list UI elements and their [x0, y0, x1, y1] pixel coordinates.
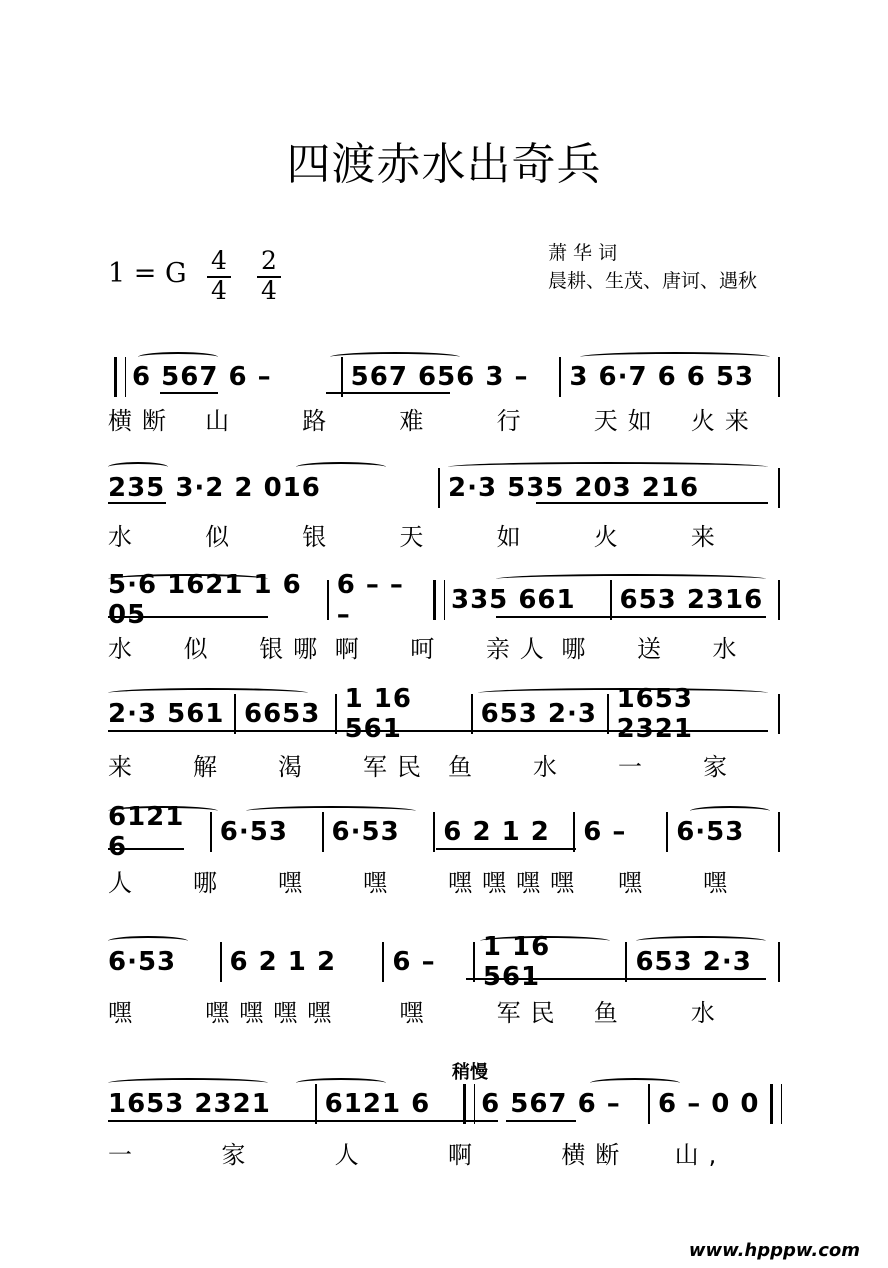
song-title: 四渡赤水出奇兵: [286, 139, 602, 190]
barline: [438, 468, 440, 508]
lyric-line-5: [108, 864, 788, 896]
composer-credit: 晨耕、生茂、唐诃、遇秋: [548, 270, 758, 292]
measure: 6 – – –: [336, 570, 404, 630]
measure: 6121 6: [324, 1089, 431, 1119]
beam-underline: [160, 392, 218, 394]
lyric-syllable: 人: [334, 1140, 369, 1169]
barline: [610, 580, 612, 620]
barline: [559, 357, 561, 397]
beam-underline: [506, 1120, 576, 1122]
time-signature-4-4: [204, 246, 234, 306]
score-system-5: [108, 802, 788, 862]
slur-mark: [580, 352, 770, 362]
slur-mark: [108, 806, 218, 816]
slur-mark: [108, 688, 308, 698]
measure: 6 – 0 0: [658, 1089, 760, 1119]
measure: 235 3·2 2 016: [108, 473, 321, 503]
measure: 6653: [244, 699, 321, 729]
lyric-syllable: 行: [496, 406, 531, 435]
slur-mark: [108, 1078, 268, 1088]
barline: [666, 812, 668, 852]
measure: 653 2·3: [635, 947, 752, 977]
measure: 653 2·3: [480, 699, 597, 729]
slur-mark: [330, 352, 460, 362]
lyric-syllable: 横断: [561, 1140, 630, 1169]
key-signature: 1 = G: [108, 258, 187, 289]
lyric-syllable: 嘿: [703, 868, 737, 897]
lyric-syllable: 天: [399, 522, 434, 551]
slur-mark: [480, 936, 610, 946]
slur-mark: [108, 574, 268, 584]
measure: 2·3 561: [108, 699, 225, 729]
barline: [778, 694, 780, 734]
lyric-syllable: 天如: [593, 406, 662, 435]
lyric-syllable: 银哪: [259, 634, 328, 663]
barline: [778, 357, 780, 397]
slur-mark: [496, 574, 766, 584]
time-signature-top: 2: [261, 246, 277, 275]
measure: 653 2316: [619, 585, 764, 615]
lyric-syllable: 人: [108, 868, 142, 897]
lyric-syllable: 如: [496, 522, 531, 551]
measure: 6·53: [676, 817, 745, 847]
barline: [778, 812, 780, 852]
beam-underline: [108, 730, 768, 732]
lyric-syllable: 水: [712, 634, 747, 663]
lyric-syllable: 嘿: [278, 868, 312, 897]
slur-mark: [590, 1078, 680, 1088]
barline: [778, 468, 780, 508]
lyric-syllable: 山: [205, 406, 240, 435]
barline: [327, 580, 329, 620]
measure: 335 661: [451, 585, 576, 615]
measure: 1 16 561: [344, 684, 412, 744]
barline: [341, 357, 343, 397]
tempo-mark: 稍慢: [452, 1062, 488, 1083]
lyric-syllable: 银: [302, 522, 337, 551]
lyric-line-6: [108, 994, 788, 1026]
barline: [573, 812, 575, 852]
lyric-syllable: 送: [636, 634, 671, 663]
beam-underline: [436, 848, 576, 850]
lyric-syllable: 来: [690, 522, 725, 551]
slur-mark: [690, 806, 770, 816]
time-signature-top: 4: [211, 246, 227, 275]
beam-underline: [326, 392, 450, 394]
score-system-6: [108, 932, 788, 992]
lyric-syllable: 哪: [193, 868, 227, 897]
measure: 567 656 3 –: [350, 362, 529, 392]
barline: [220, 942, 222, 982]
score-system-3: [108, 570, 788, 630]
lyric-syllable: 一: [618, 752, 652, 781]
measure: 6 –: [392, 947, 436, 977]
lyric-syllable: 军民: [496, 998, 565, 1027]
lyric-syllable: 难: [399, 406, 434, 435]
measure: 1653 2321: [108, 1089, 271, 1119]
measure: 6 –: [583, 817, 627, 847]
lyric-syllable: 水: [690, 998, 725, 1027]
lyric-syllable: 呵: [410, 634, 445, 663]
lyric-syllable: 来: [108, 752, 142, 781]
lyric-syllable: 山,: [674, 1140, 727, 1169]
barline: [778, 942, 780, 982]
lyric-syllable: 嘿: [618, 868, 652, 897]
lyric-syllable: 啊: [334, 634, 369, 663]
lyric-syllable: 啊: [447, 1140, 482, 1169]
lyric-syllable: 嘿嘿嘿嘿: [205, 998, 342, 1027]
lyric-line-2: [108, 518, 788, 550]
measure: 6 567 6 –: [481, 1089, 621, 1119]
slur-mark: [478, 688, 768, 698]
barline: [471, 694, 473, 734]
final-barline: [770, 1084, 782, 1124]
repeat-end-barline: [463, 1084, 475, 1124]
measure: 1653 2321: [616, 684, 693, 744]
time-signature-bottom: 4: [261, 276, 277, 305]
barline: [315, 1084, 317, 1124]
beam-underline: [536, 502, 768, 504]
score-system-4: [108, 684, 788, 744]
lyricist-credit: 萧 华 词: [548, 242, 618, 264]
measure: 6·53: [108, 947, 177, 977]
slur-mark: [138, 352, 218, 362]
lyric-syllable: 嘿: [108, 998, 142, 1027]
slur-mark: [636, 936, 766, 946]
measure: 2·3 535 203 216: [448, 473, 700, 503]
lyric-syllable: 嘿嘿嘿嘿: [448, 868, 584, 897]
lyric-syllable: 水: [108, 634, 142, 663]
lyric-syllable: 哪: [561, 634, 596, 663]
lyric-syllable: 路: [302, 406, 337, 435]
lyric-syllable: 家: [221, 1140, 256, 1169]
beam-underline: [108, 1120, 498, 1122]
lyric-syllable: 似: [205, 522, 240, 551]
time-signature-2-4: [254, 246, 284, 306]
measure: 5·6 1621 1 6 05: [108, 570, 302, 630]
lyric-syllable: 鱼: [593, 998, 628, 1027]
slur-mark: [448, 462, 768, 472]
barline: [322, 812, 324, 852]
beam-underline: [466, 978, 766, 980]
barline: [778, 580, 780, 620]
lyric-syllable: 亲人: [485, 634, 554, 663]
time-signature-bottom: 4: [211, 276, 227, 305]
slur-mark: [296, 462, 386, 472]
lyric-syllable: 渴: [278, 752, 312, 781]
lyric-syllable: 军民: [363, 752, 431, 781]
barline: [607, 694, 609, 734]
slur-mark: [296, 1078, 386, 1088]
lyric-syllable: 横断: [108, 406, 176, 435]
barline: [648, 1084, 650, 1124]
barline: [473, 942, 475, 982]
lyric-line-1: [108, 402, 788, 434]
barline: [210, 812, 212, 852]
lyric-syllable: 嘿: [399, 998, 434, 1027]
measure: 6121 6: [108, 802, 185, 862]
beam-underline: [108, 616, 268, 618]
lyric-line-3: [108, 630, 788, 662]
measure: 3 6·7 6 6 53: [569, 362, 755, 392]
lyric-syllable: 水: [533, 752, 567, 781]
lyric-syllable: 家: [703, 752, 737, 781]
barline: [625, 942, 627, 982]
beam-underline: [108, 848, 184, 850]
barline: [335, 694, 337, 734]
measure: 6 2 1 2: [229, 947, 337, 977]
measure: 1 16 561: [482, 932, 551, 992]
lyric-syllable: 火来: [690, 406, 759, 435]
beam-underline: [496, 616, 766, 618]
measure: 6·53: [219, 817, 288, 847]
lyric-syllable: 鱼: [448, 752, 482, 781]
repeat-barline: [433, 580, 445, 620]
repeat-start-barline: [114, 357, 126, 397]
measure: 6 567 6 –: [132, 362, 272, 392]
lyric-line-7: [108, 1136, 788, 1168]
slur-mark: [108, 462, 168, 472]
lyric-syllable: 解: [193, 752, 227, 781]
lyric-line-4: [108, 748, 788, 780]
lyric-syllable: 水: [108, 522, 142, 551]
lyric-syllable: 火: [593, 522, 628, 551]
barline: [234, 694, 236, 734]
lyric-syllable: 一: [108, 1140, 142, 1169]
slur-mark: [246, 806, 416, 816]
score-system-7: [108, 1084, 788, 1124]
lyric-syllable: 似: [183, 634, 218, 663]
measure: 6 2 1 2: [443, 817, 550, 847]
beam-underline: [108, 502, 166, 504]
barline: [382, 942, 384, 982]
site-watermark: www.hpppw.com: [688, 1240, 860, 1261]
score-system-1: [108, 357, 788, 397]
barline: [433, 812, 435, 852]
measure: 6·53: [331, 817, 400, 847]
lyric-syllable: 嘿: [363, 868, 397, 897]
slur-mark: [108, 936, 188, 946]
